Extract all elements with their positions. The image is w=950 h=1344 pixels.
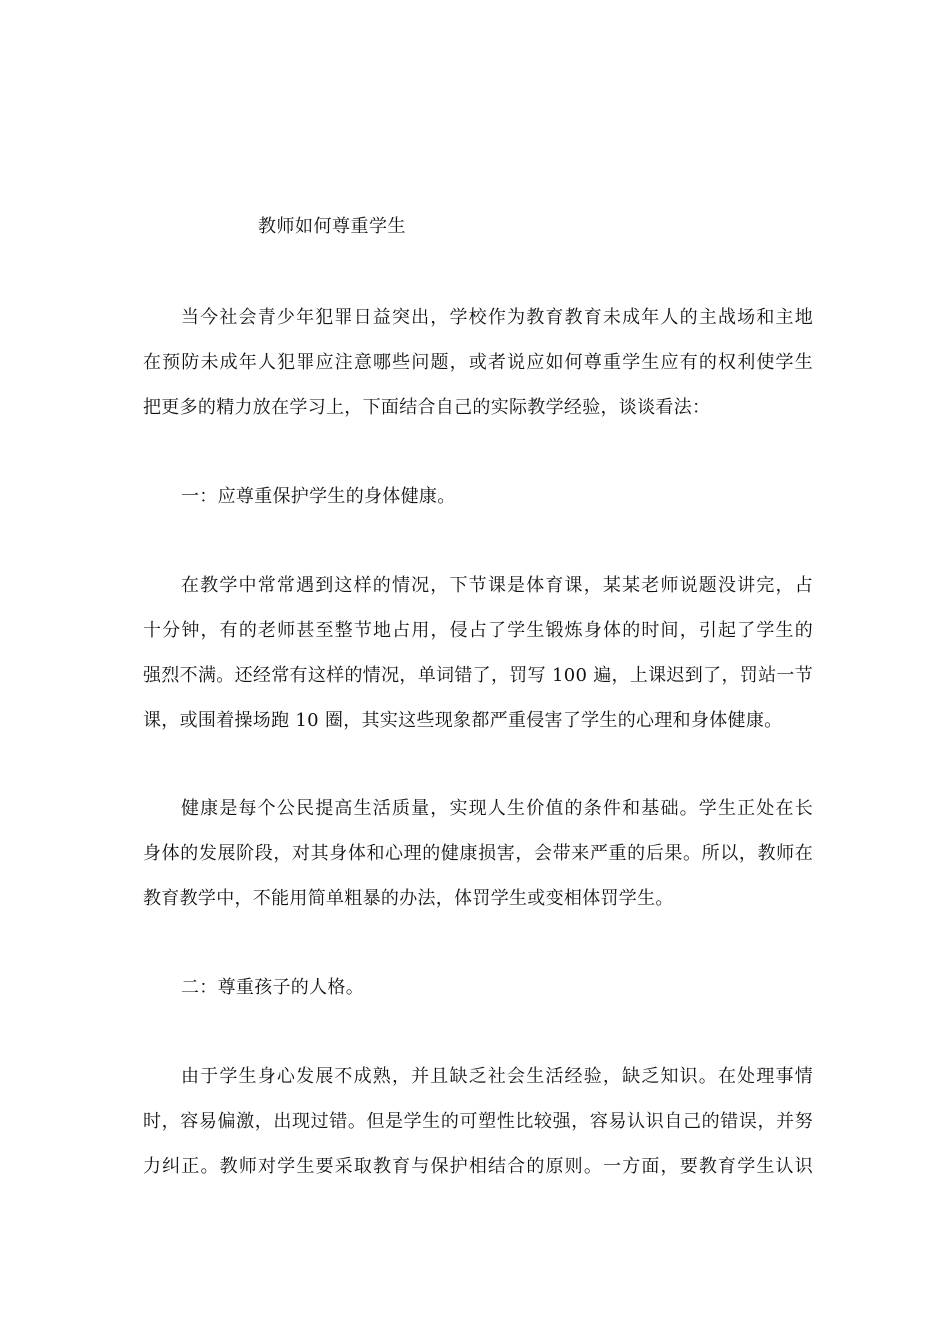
paragraph-intro xyxy=(143,295,813,430)
paragraph-line: 十分钟，有的老师甚至整节地占用，侵占了学生锻炼身体的时间，引起了学生的 xyxy=(143,620,813,641)
paragraph-section1-b xyxy=(143,786,813,921)
paragraph-line: 身体的发展阶段，对其身体和心理的健康损害，会带来严重的后果。所以，教师在 xyxy=(143,843,813,864)
paragraph-line: 课，或围着操场跑 10 圈，其实这些现象都严重侵害了学生的心理和身体健康。 xyxy=(143,710,783,731)
paragraph-line: 强烈不满。还经常有这样的情况，单词错了，罚写 100 遍，上课迟到了，罚站一节 xyxy=(143,665,813,686)
paragraph-line: 在预防未成年人犯罪应注意哪些问题，或者说应如何尊重学生应有的权利使学生 xyxy=(143,352,813,373)
paragraph-line: 教育教学中，不能用简单粗暴的办法，体罚学生或变相体罚学生。 xyxy=(143,888,674,909)
paragraph-line: 力纠正。教师对学生要采取教育与保护相结合的原则。一方面，要教育学生认识 xyxy=(143,1156,813,1177)
section-heading-1: 一：应尊重保护学生的身体健康。 xyxy=(181,486,456,507)
section-heading-2: 二：尊重孩子的人格。 xyxy=(181,977,364,998)
paragraph-line: 当今社会青少年犯罪日益突出，学校作为教育教育未成年人的主战场和主地 xyxy=(181,307,813,328)
paragraph-line: 在教学中常常遇到这样的情况，下节课是体育课，某某老师说题没讲完，占 xyxy=(181,575,813,596)
paragraph-line: 把更多的精力放在学习上，下面结合自己的实际教学经验，谈谈看法： xyxy=(143,397,711,418)
paragraph-section1-a xyxy=(143,563,813,743)
paragraph-line: 时，容易偏激，出现过错。但是学生的可塑性比较强，容易认识自己的错误，并努 xyxy=(143,1111,813,1132)
document-title: 教师如何尊重学生 xyxy=(258,216,406,237)
paragraph-line: 由于学生身心发展不成熟，并且缺乏社会生活经验，缺乏知识。在处理事情 xyxy=(181,1066,813,1087)
paragraph-line: 健康是每个公民提高生活质量，实现人生价值的条件和基础。学生正处在长 xyxy=(181,798,813,819)
paragraph-section2-a xyxy=(143,1054,813,1189)
